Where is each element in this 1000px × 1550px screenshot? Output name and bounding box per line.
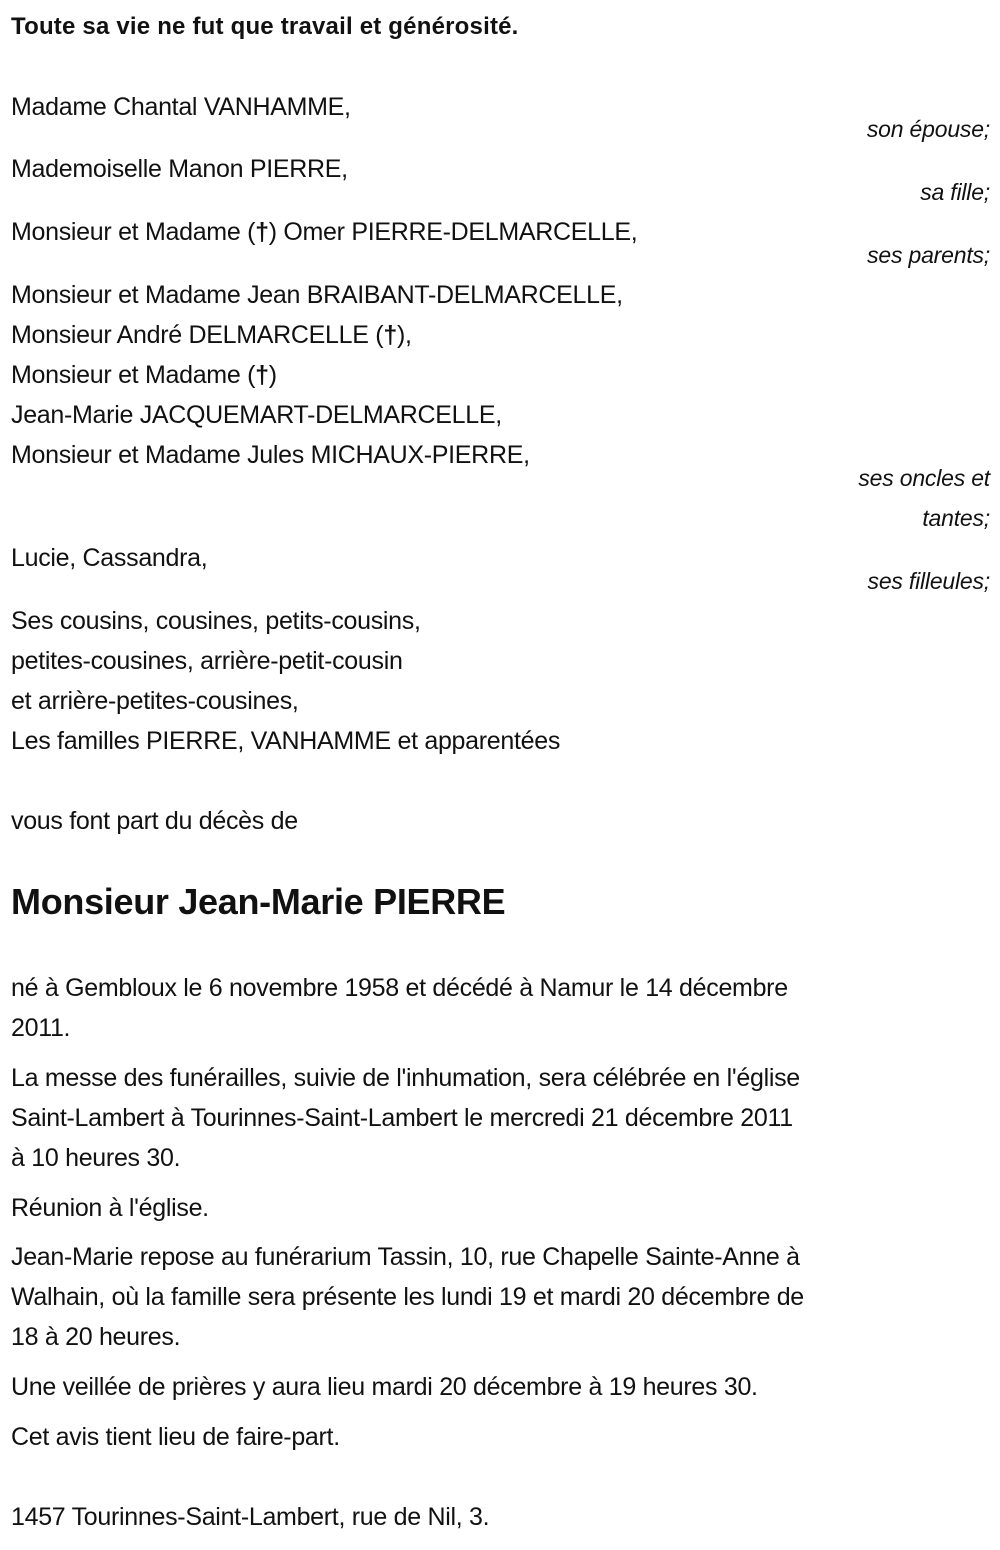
- funeral-line-2: Saint-Lambert à Tourinnes-Saint-Lambert le mercredi 21 décembre 2011: [11, 1104, 793, 1132]
- uncle-aunt-line-1: Monsieur et Madame Jean BRAIBANT-DELMARCELLE,: [11, 281, 623, 309]
- rest-line-1: Jean-Marie repose au funérarium Tassin, 10, rue Chapelle Sainte-Anne à: [11, 1243, 800, 1271]
- cross-icon: †: [255, 361, 269, 389]
- announcement-text: vous font part du décès de: [11, 807, 298, 835]
- others-line-1: Ses cousins, cousines, petits-cousins,: [11, 607, 421, 635]
- family-spouse-name: Madame Chantal VANHAMME,: [11, 93, 351, 121]
- others-line-3: et arrière-petites-cousines,: [11, 687, 299, 715]
- family-goddaughters-name: Lucie, Cassandra,: [11, 544, 208, 572]
- uncle-aunt-line-2-suffix: ),: [396, 321, 412, 349]
- family-daughter-name: Mademoiselle Manon PIERRE,: [11, 155, 348, 183]
- notice-text: Cet avis tient lieu de faire-part.: [11, 1423, 340, 1451]
- meeting-text: Réunion à l'église.: [11, 1194, 209, 1222]
- uncle-aunt-line-3-suffix: ): [268, 361, 277, 389]
- family-daughter-relation: sa fille;: [920, 179, 990, 205]
- uncles-aunts-relation-line-1: ses oncles et: [858, 465, 990, 491]
- uncle-aunt-line-5: Monsieur et Madame Jules MICHAUX-PIERRE,: [11, 441, 530, 469]
- uncle-aunt-line-3: [11, 360, 277, 390]
- deceased-name: Monsieur Jean-Marie PIERRE: [11, 881, 506, 922]
- others-line-4: Les familles PIERRE, VANHAMME et apparentées: [11, 727, 561, 755]
- vigil-text: Une veillée de prières y aura lieu mardi 20 décembre à 19 heures 30.: [11, 1373, 758, 1401]
- family-spouse-relation: son épouse;: [866, 116, 990, 142]
- uncles-aunts-relation-line-2: tantes;: [922, 505, 990, 531]
- uncle-aunt-line-4: Jean-Marie JACQUEMART-DELMARCELLE,: [11, 401, 502, 429]
- funeral-line-1: La messe des funérailles, suivie de l'inhumation, sera célébrée en l'église: [11, 1064, 800, 1092]
- family-parents-name: [11, 217, 637, 247]
- cross-icon: †: [255, 218, 269, 246]
- uncle-aunt-line-2: [11, 320, 412, 350]
- rest-line-2: Walhain, où la famille sera présente les lundi 19 et mardi 20 décembre de: [11, 1283, 804, 1311]
- uncle-aunt-line-2-text: Monsieur André DELMARCELLE (: [11, 321, 384, 349]
- motto-heading: Toute sa vie ne fut que travail et générosité.: [11, 13, 519, 40]
- others-line-2: petites-cousines, arrière-petit-cousin: [11, 647, 403, 675]
- uncle-aunt-line-3-text: Monsieur et Madame (: [11, 361, 256, 389]
- birth-death-line-1: né à Gembloux le 6 novembre 1958 et décédé à Namur le 14 décembre: [11, 974, 788, 1002]
- funeral-line-3: à 10 heures 30.: [11, 1144, 181, 1172]
- cross-icon: †: [383, 321, 397, 349]
- rest-line-3: 18 à 20 heures.: [11, 1323, 181, 1351]
- family-goddaughters-relation: ses filleules;: [867, 568, 990, 594]
- family-parents-relation: ses parents;: [867, 242, 990, 268]
- address-text: 1457 Tourinnes-Saint-Lambert, rue de Nil, 3.: [11, 1503, 490, 1531]
- birth-death-line-2: 2011.: [11, 1014, 71, 1042]
- parents-name-prefix: Monsieur et Madame (: [11, 218, 256, 246]
- parents-name-suffix: ) Omer PIERRE-DELMARCELLE,: [268, 218, 638, 246]
